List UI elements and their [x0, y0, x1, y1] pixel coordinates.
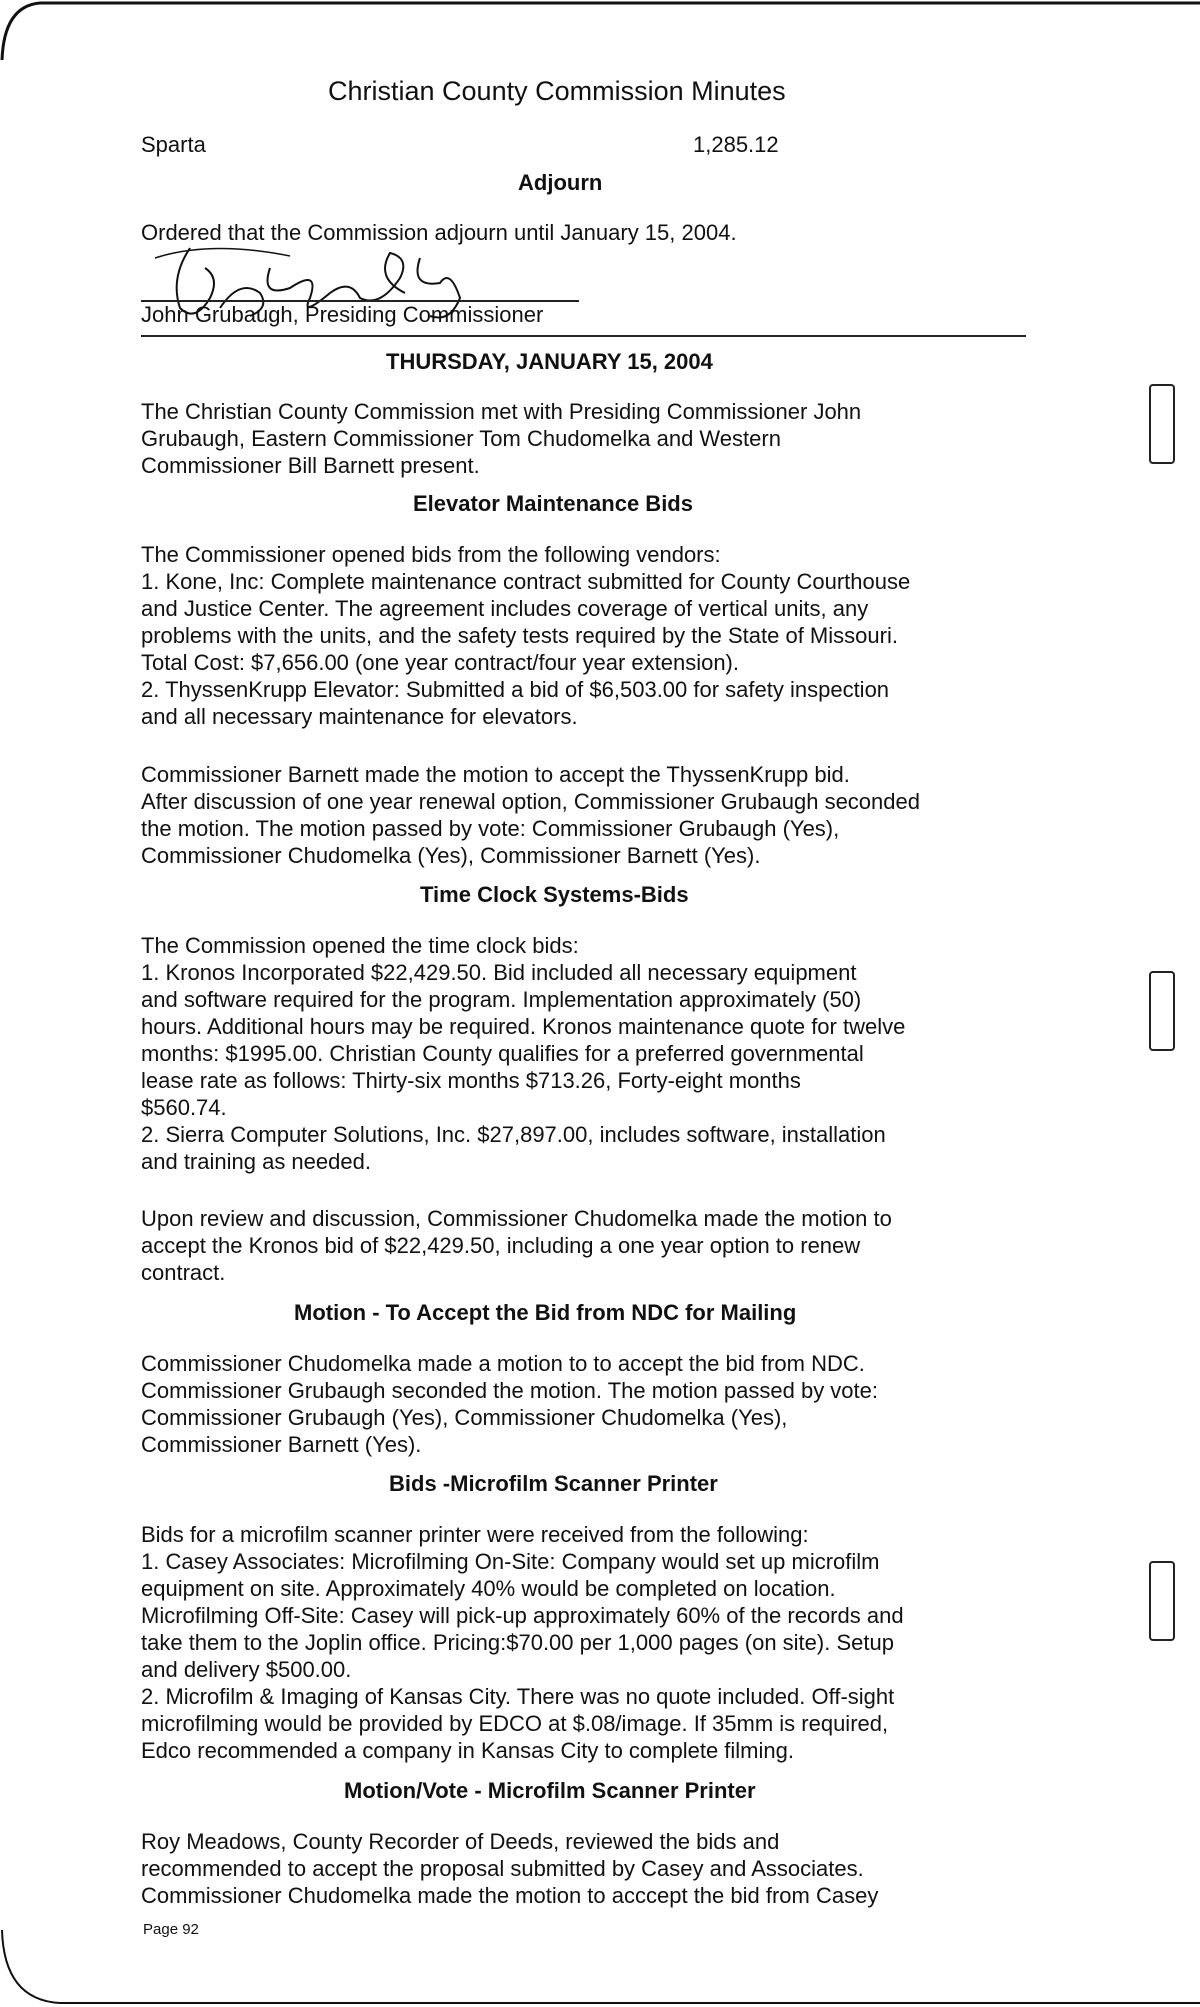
elevator-bids: The Commissioner opened bids from the following vendors: 1. Kone, Inc: Complete maintenance contract submitted for County Courthouse and Justice Center. The agreement includes coverage of vertical units, any problems with the units, and the safety tests required by the State of Missouri. Total Cost: $7,656.00 (one year contract/four year extension). 2. ThyssenKrupp Elevator: Submitted a bid of $6,503.00 for safety inspection and all necessary maintenance for elevators.	[141, 542, 911, 729]
microfilm-vote-heading: Motion/Vote - Microfilm Scanner Printer	[344, 1778, 756, 1803]
binder-hole	[1149, 971, 1175, 1051]
microfilm-heading: Bids -Microfilm Scanner Printer	[389, 1471, 718, 1496]
intro-paragraph: The Christian County Commission met with Presiding Commissioner John Grubaugh, Eastern Commissioner Tom Chudomelka and Western Commissioner Bill Barnett present.	[141, 399, 862, 478]
elevator-motion: Commissioner Barnett made the motion to accept the ThyssenKrupp bid. After discussion of one year renewal option, Commissioner Grubaugh seconded the motion. The motion passed by vote: Commissioner Grubaugh (Yes), Commissioner Chudomelka (Yes), Commissioner Barnett (Yes).	[141, 762, 920, 868]
timeclock-heading: Time Clock Systems-Bids	[420, 882, 689, 907]
page-number: Page 92	[143, 1921, 199, 1938]
amount: 1,285.12	[693, 132, 779, 157]
elevator-heading: Elevator Maintenance Bids	[413, 491, 693, 516]
ndc-heading: Motion - To Accept the Bid from NDC for Mailing	[294, 1300, 797, 1325]
microfilm-vote-paragraph: Roy Meadows, County Recorder of Deeds, reviewed the bids and recommended to accept the proposal submitted by Casey and Associates. Commissioner Chudomelka made the motion to acccept the bid from Casey	[141, 1829, 879, 1908]
document-title: Christian County Commission Minutes	[328, 76, 786, 106]
date-heading: THURSDAY, JANUARY 15, 2004	[386, 349, 713, 374]
timeclock-motion: Upon review and discussion, Commissioner Chudomelka made the motion to accept the Kronos bid of $22,429.50, including a one year option to renew contract.	[141, 1206, 892, 1285]
location: Sparta	[141, 132, 206, 157]
binder-hole	[1149, 1561, 1175, 1641]
signature-line: John Grubaugh, Presiding Commissioner	[141, 302, 544, 327]
microfilm-bids: Bids for a microfilm scanner printer were received from the following: 1. Casey Associates: Microfilming On-Site: Company would set up microfilm equipment on site. Approximately 40% would be completed on location. Microfilming Off-Site: Casey will pick-up approximately 60% of the records and take them to the Joplin office. Pricing:$70.00 per 1,000 pages (on site). Setup and delivery $500.00. 2. Microfilm & Imaging of Kansas City. There was no quote included. Off-sight microfilming would be provided by EDCO at $.08/image. If 35mm is required, Edco recommended a company in Kansas City to complete filming.	[141, 1522, 904, 1763]
adjourn-text: Ordered that the Commission adjourn until January 15, 2004.	[141, 220, 737, 245]
binder-hole	[1149, 384, 1175, 464]
timeclock-bids: The Commission opened the time clock bids: 1. Kronos Incorporated $22,429.50. Bid included all necessary equipment and software required for the program. Implementation approximately (50) hours. Additional hours may be required. Kronos maintenance quote for twelve months: $1995.00. Christian County qualifies for a preferred governmental lease rate as follows: Thirty-six months $713.26, Forty-eight months $560.74. 2. Sierra Computer Solutions, Inc. $27,897.00, includes software, installation and training as needed.	[141, 933, 906, 1174]
adjourn-heading: Adjourn	[518, 170, 603, 195]
ndc-paragraph: Commissioner Chudomelka made a motion to to accept the bid from NDC. Commissioner Grubaugh seconded the motion. The motion passed by vote: Commissioner Grubaugh (Yes), Commissioner Chudomelka (Yes), Commissioner Barnett (Yes).	[141, 1351, 878, 1457]
section-rule	[141, 335, 1026, 337]
